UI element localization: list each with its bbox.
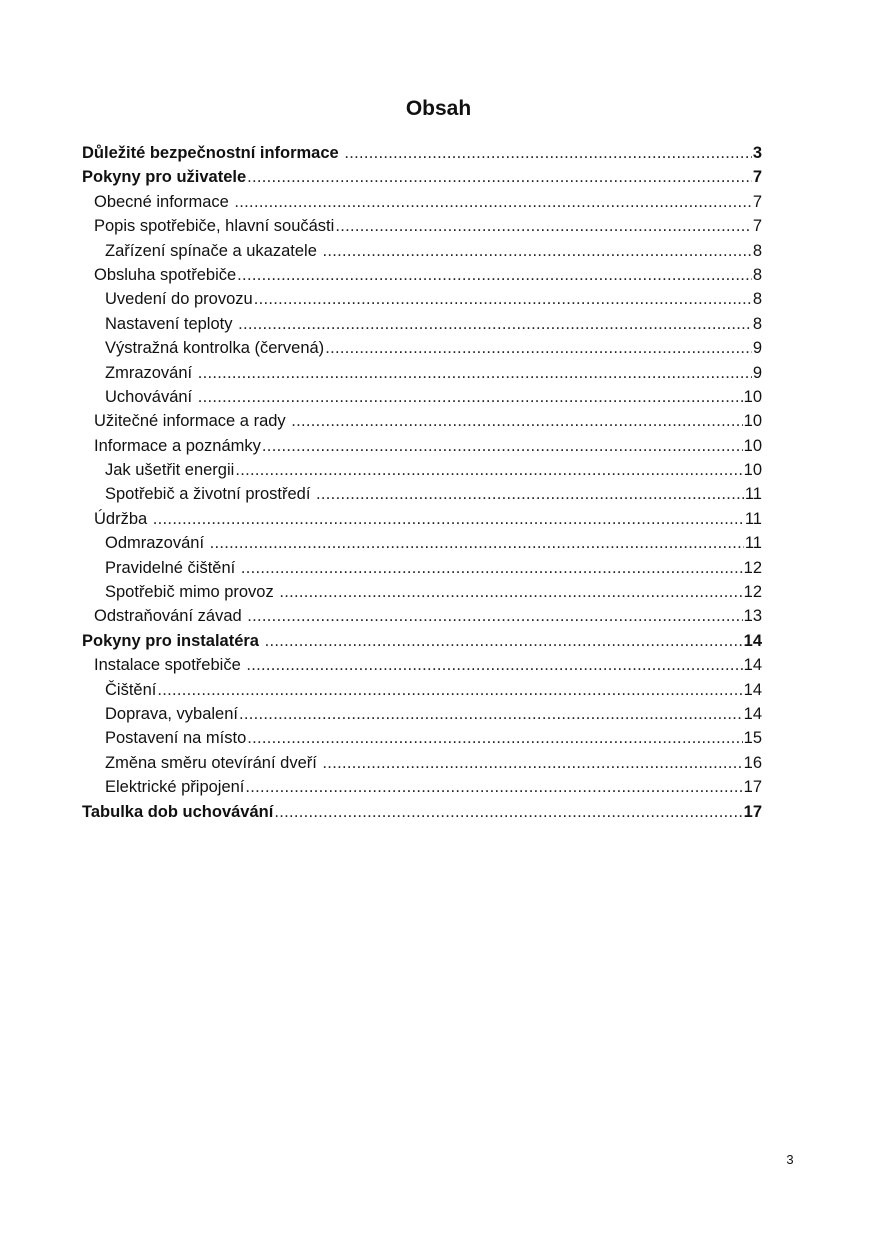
toc-entry-page: 14 (743, 656, 762, 675)
toc-leader-dots (198, 361, 752, 385)
toc-entry[interactable] (82, 434, 762, 458)
toc-entry-page: 10 (743, 387, 762, 406)
toc-entry-label: Odstraňování závad (94, 607, 247, 626)
toc-entry[interactable] (82, 214, 762, 238)
toc-entry-label: Postavení na místo (105, 729, 247, 748)
toc-entry-page: 9 (752, 339, 762, 358)
toc-entry-label: Čištění (105, 680, 157, 699)
table-of-contents (82, 141, 762, 824)
toc-entry[interactable] (82, 385, 762, 409)
toc-leader-dots (274, 800, 742, 824)
toc-entry-label: Důležité bezpečnostní informace (82, 144, 344, 162)
toc-entry-page: 11 (744, 534, 762, 553)
toc-entry-label: Elektrické připojení (105, 778, 245, 797)
toc-entry-label: Výstražná kontrolka (červená) (105, 339, 325, 358)
toc-entry-page: 8 (752, 241, 762, 260)
toc-entry[interactable] (82, 556, 762, 580)
toc-leader-dots (344, 141, 752, 165)
toc-entry-page: 10 (743, 412, 762, 431)
toc-leader-dots (198, 385, 743, 409)
toc-entry[interactable] (82, 263, 762, 287)
toc-leader-dots (245, 775, 742, 799)
toc-entry[interactable] (82, 775, 762, 799)
toc-leader-dots (291, 409, 742, 433)
toc-entry[interactable] (82, 165, 762, 189)
toc-leader-dots (157, 678, 742, 702)
toc-entry-page: 15 (743, 729, 762, 748)
toc-entry-page: 14 (743, 680, 762, 699)
page-title: Obsah (405, 97, 472, 120)
toc-entry[interactable] (82, 800, 762, 824)
toc-entry[interactable] (82, 751, 762, 775)
toc-entry-label: Zmrazování (105, 363, 197, 382)
toc-entry-page: 7 (752, 168, 762, 187)
toc-entry-page: 13 (743, 607, 762, 626)
toc-entry-label: Popis spotřebiče, hlavní součásti (94, 217, 335, 236)
toc-entry[interactable] (82, 287, 762, 311)
toc-entry-label: Pokyny pro uživatele (82, 168, 247, 187)
toc-entry-page: 12 (743, 558, 762, 577)
toc-entry-label: Pravidelné čištění (105, 558, 240, 577)
toc-leader-dots (335, 214, 752, 238)
toc-entry-label: Jak ušetřit energii (105, 461, 235, 480)
toc-entry[interactable] (82, 580, 762, 604)
toc-entry-label: Spotřebič a životní prostředí (105, 485, 316, 504)
toc-leader-dots (237, 263, 752, 287)
toc-entry-label: Nastavení teploty (105, 314, 238, 333)
toc-entry-label: Pokyny pro instalatéra (82, 631, 264, 650)
toc-entry-label: Instalace spotřebiče (94, 656, 246, 675)
toc-entry[interactable] (82, 629, 762, 653)
toc-entry-label: Odmrazování (105, 534, 209, 553)
toc-leader-dots (241, 556, 743, 580)
toc-entry-page: 3 (752, 144, 762, 162)
toc-leader-dots (322, 239, 751, 263)
toc-leader-dots (279, 580, 742, 604)
toc-entry[interactable] (82, 336, 762, 360)
toc-entry-page: 10 (743, 461, 762, 480)
toc-entry[interactable] (82, 702, 762, 726)
toc-entry-label: Uchovávání (105, 387, 197, 406)
toc-entry-page: 7 (752, 217, 762, 236)
toc-leader-dots (153, 507, 744, 531)
toc-leader-dots (247, 165, 752, 189)
toc-entry[interactable] (82, 409, 762, 433)
toc-leader-dots (322, 751, 742, 775)
toc-entry-label: Užitečné informace a rady (94, 412, 291, 431)
toc-entry[interactable] (82, 141, 762, 165)
toc-entry[interactable] (82, 678, 762, 702)
toc-leader-dots (238, 312, 752, 336)
toc-entry[interactable] (82, 507, 762, 531)
toc-leader-dots (262, 434, 743, 458)
toc-entry[interactable] (82, 458, 762, 482)
toc-leader-dots (265, 629, 743, 653)
toc-entry-page: 16 (743, 753, 762, 772)
toc-entry[interactable] (82, 726, 762, 750)
toc-entry-page: 8 (752, 314, 762, 333)
toc-leader-dots (316, 482, 744, 506)
toc-entry-page: 14 (743, 631, 762, 650)
toc-leader-dots (247, 604, 742, 628)
toc-leader-dots (325, 336, 752, 360)
toc-entry-label: Doprava, vybalení (105, 704, 238, 723)
toc-entry-label: Uvedení do provozu (105, 290, 253, 309)
toc-leader-dots (234, 190, 751, 214)
toc-entry-label: Údržba (94, 509, 152, 528)
toc-entry[interactable] (82, 604, 762, 628)
toc-entry-label: Tabulka dob uchovávání (82, 802, 274, 821)
toc-entry-label: Změna směru otevírání dveří (105, 753, 322, 772)
toc-leader-dots (247, 726, 742, 750)
toc-entry-label: Spotřebič mimo provoz (105, 583, 279, 602)
toc-entry[interactable] (82, 653, 762, 677)
toc-entry-page: 8 (752, 265, 762, 284)
toc-leader-dots (246, 653, 742, 677)
toc-entry-page: 14 (743, 704, 762, 723)
toc-entry-page: 8 (752, 290, 762, 309)
page-number: 3 (786, 1152, 794, 1167)
toc-leader-dots (254, 287, 752, 311)
toc-entry[interactable] (82, 531, 762, 555)
toc-entry-label: Informace a poznámky (94, 436, 261, 455)
toc-entry-label: Obecné informace (94, 192, 234, 211)
toc-leader-dots (235, 458, 742, 482)
toc-entry[interactable] (82, 312, 762, 336)
toc-entry-label: Obsluha spotřebiče (94, 265, 237, 284)
toc-entry[interactable] (82, 361, 762, 385)
toc-entry-page: 12 (743, 583, 762, 602)
toc-leader-dots (239, 702, 743, 726)
toc-entry-page: 7 (752, 192, 762, 211)
toc-entry-page: 17 (743, 778, 762, 797)
toc-entry-page: 9 (752, 363, 762, 382)
toc-entry-label: Zařízení spínače a ukazatele (105, 241, 322, 260)
toc-entry-page: 11 (744, 485, 762, 504)
toc-leader-dots (210, 531, 744, 555)
toc-entry[interactable] (82, 239, 762, 263)
toc-entry[interactable] (82, 190, 762, 214)
toc-entry-page: 17 (743, 802, 762, 821)
toc-entry-page: 10 (743, 436, 762, 455)
toc-entry-page: 11 (744, 509, 762, 528)
toc-entry[interactable] (82, 482, 762, 506)
